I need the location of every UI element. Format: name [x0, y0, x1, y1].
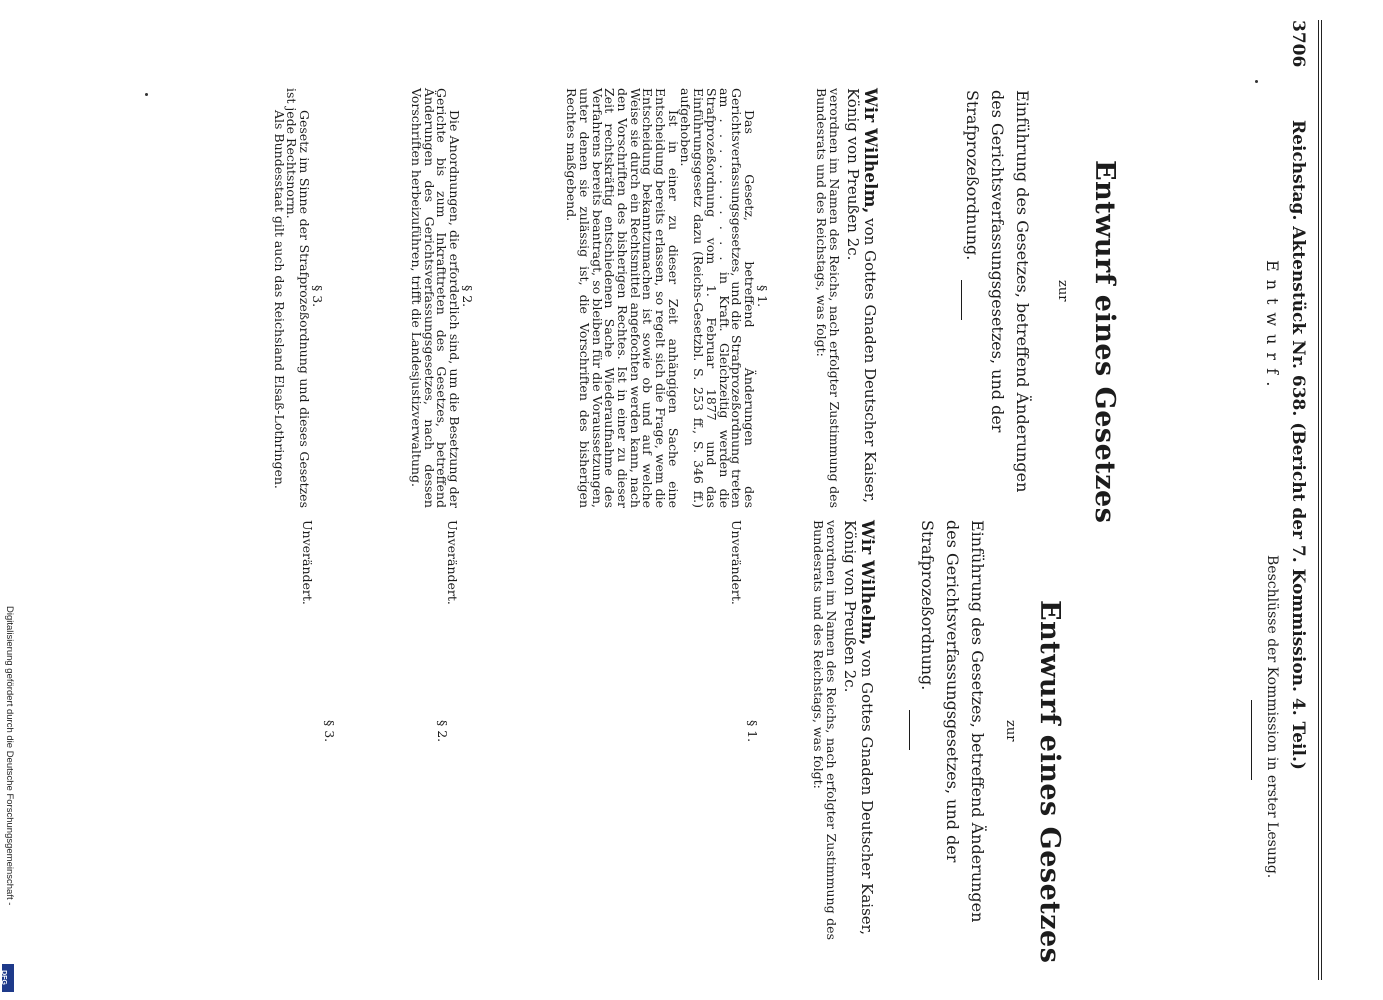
running-title: Reichstag. Aktenstück Nr. 638. (Bericht der 7. Kommission. 4. Teil.) [1288, 120, 1308, 770]
right-subtitle-rule [909, 710, 910, 750]
right-intro-decree: verordnen im Namen des Reichs, nach erfolgter Zustimmung des Bundesrats und des Reichstags, was folgt: [811, 520, 839, 940]
right-intro-name: Wir Wilhelm, [857, 520, 877, 646]
left-s2-text [409, 88, 460, 508]
right-subtitle: Einführung des Gesetzes, betreffend Änderungen des Gerichtsverfassungsgesetzes, und der Strafprozeßordnung. [918, 520, 987, 923]
left-subtitle: Einführung des Gesetzes, betreffend Änderungen des Gerichtsverfassungsgesetzes, und der Strafprozeßordnung. [963, 90, 1032, 493]
left-intro [844, 88, 878, 508]
right-intro-rest: von Gottes Gnaden Deutscher Kaiser, König von Preußen 2c. [841, 520, 876, 935]
right-s3-text: Unverändert. [300, 520, 315, 605]
digitization-credit [3, 606, 15, 996]
dfg-logo [2, 964, 14, 992]
page-number: 3706 [1288, 20, 1308, 68]
right-s1-label: § 1. [745, 720, 760, 743]
dfg-logo-text: DFG [0, 970, 7, 985]
left-subtitle-rule [961, 280, 962, 320]
left-intro-decree: verordnen im Namen des Reichs, nach erfolgter Zustimmung des Bundesrats und des Reichstags, was folgt: [814, 88, 842, 508]
left-s3-p2: Als Bundesstaat gilt auch das Reichsland Elsaß-Lothringen. [271, 110, 287, 489]
left-s3-label: § 3. [310, 285, 325, 308]
scan-speck [1255, 80, 1258, 83]
left-s1-label: § 1. [755, 285, 770, 308]
left-s3-p1: Gesetz im Sinne der Strafprozeßordnung und dieses Gesetzes ist jede Rechtsnorm. [284, 88, 312, 508]
left-s2-p1: Die Anordnungen, die erforderlich sind, um die Besetzung der Gerichte bis zum Inkrafttreten des Gesetzes, betreffend Änderungen des Gerichtsverfassungsgesetzes, nach dessen Vorschriften herbeizuführen, trifft die Landesjustizverwaltung. [408, 88, 462, 508]
left-s3-text [272, 88, 310, 508]
left-s1-p2: Ist in einer zu dieser Zeit anhängigen Sache eine Entscheidung bereits erlassen, so regelt sich die Frage, wem die Entscheidung bekanntzumachen ist sowie ob und auf welche Weise sie durch ein Rechtsmittel angefochten werden kann, nach den Vorschriften des bisherigen Rechtes. Ist in einer zu dieser Zeit rechtskräftig entschiedenen Sache Wiederaufnahme des Verfahrens bereits beantragt, so bleiben für die Voraussetzungen, unter denen sie zulässig ist, die Vorschriften des bisherigen Rechtes maßgebend. [564, 88, 681, 508]
header-top-rule [1318, 20, 1322, 980]
left-column-heading: Entwurf. [1263, 260, 1282, 395]
right-title: Entwurf eines Gesetzes [1034, 600, 1065, 964]
right-s2-label: § 2. [435, 720, 450, 743]
left-intro-rest: von Gottes Gnaden Deutscher Kaiser, König von Preußen 2c. [844, 88, 879, 503]
left-zur: zur [1055, 280, 1070, 302]
right-column-heading: Beschlüsse der Kommission in erster Lesung. [1264, 555, 1280, 879]
right-heading-rule [1251, 700, 1252, 780]
left-intro-name: Wir Wilhelm, [860, 88, 880, 214]
left-s2-label: § 2. [460, 285, 475, 308]
right-s2-text: Unverändert. [445, 520, 460, 605]
right-zur: zur [1003, 720, 1018, 742]
right-intro [841, 520, 875, 940]
scan-speck [145, 93, 148, 96]
left-s1-text [564, 88, 755, 508]
digitization-credit-text: Digitalisierung gefördert durch die Deutsche Forschungsgemeinschaft - [4, 606, 15, 906]
left-title: Entwurf eines Gesetzes [1089, 160, 1120, 524]
right-s3-label: § 3. [322, 720, 337, 743]
left-s1-p1: Das Gesetz, betreffend Änderungen des Gerichtsverfassungsgesetzes, und die Strafprozeßordnung treten am . . . . . . . . . . in Kraft. Gleichzeitig werden die Strafprozeßordnung vom 1. Februar 1877 und das Einführungsgesetz dazu (Reichs-Gesetzbl. S. 253 ff., S. 346 ff.) aufgehoben. [678, 88, 757, 508]
right-s1-text: Unverändert. [729, 520, 744, 605]
